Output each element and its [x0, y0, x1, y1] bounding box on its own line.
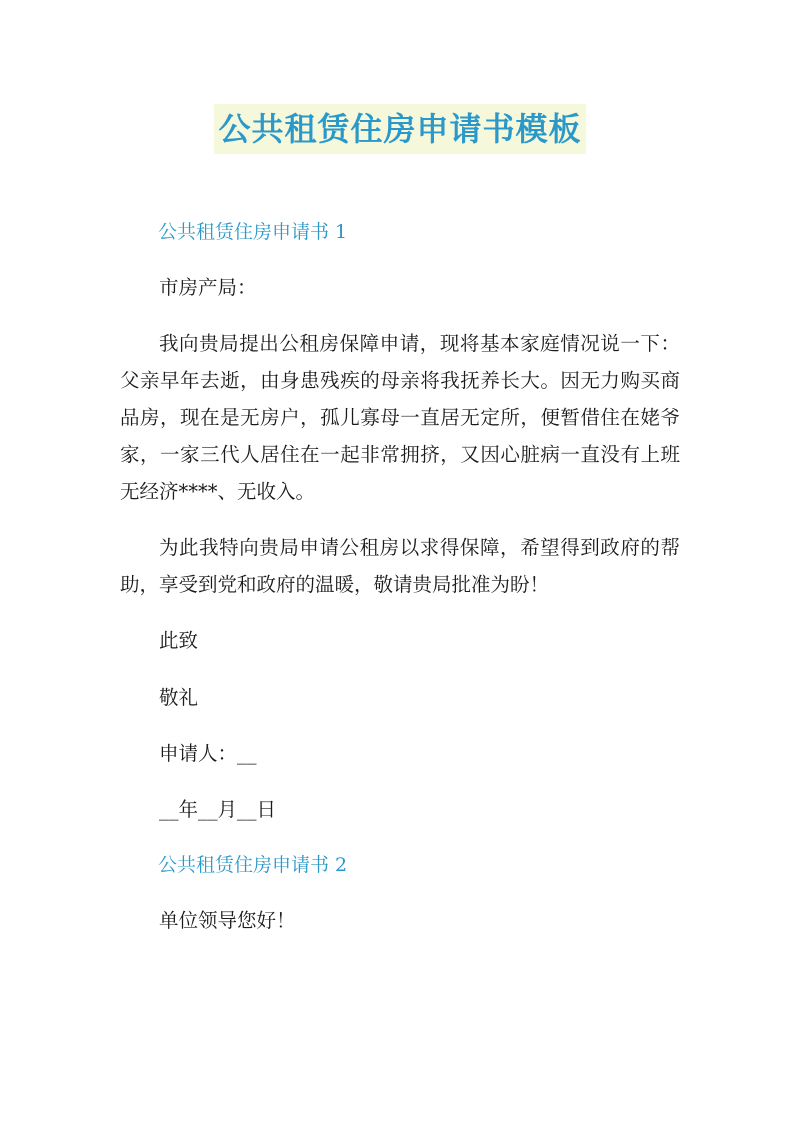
- body-paragraph-2: 为此我特向贵局申请公租房以求得保障，希望得到政府的帮助，享受到党和政府的温暖，敬请贵局批准为盼！: [120, 536, 680, 597]
- body-paragraph-1: 我向贵局提出公租房保障申请，现将基本家庭情况说一下：父亲早年去逝，由身患残疾的母亲将我抚养长大。因无力购买商品房，现在是无房户，孤儿寡母一直居无定所，便暂借住在姥爷家，一家三代人居住在一起非常拥挤，又因心脏病一直没有上班无经济****、无收入。: [120, 332, 680, 504]
- closing-line-1: 此致: [159, 629, 199, 653]
- date-line: __年__月__日: [159, 797, 277, 821]
- document-body: [120, 214, 680, 958]
- section-heading-1: 公共租赁住房申请书 1: [158, 221, 348, 243]
- closing-line-2: 敬礼: [159, 685, 199, 709]
- title-container: [0, 104, 800, 154]
- document-title: 公共租赁住房申请书模板: [214, 104, 585, 154]
- applicant-line: 申请人：__: [159, 741, 257, 765]
- salutation-2: 单位领导您好！: [159, 908, 296, 932]
- salutation-1: 市房产局：: [159, 276, 257, 300]
- section-heading-2: 公共租赁住房申请书 2: [158, 853, 348, 876]
